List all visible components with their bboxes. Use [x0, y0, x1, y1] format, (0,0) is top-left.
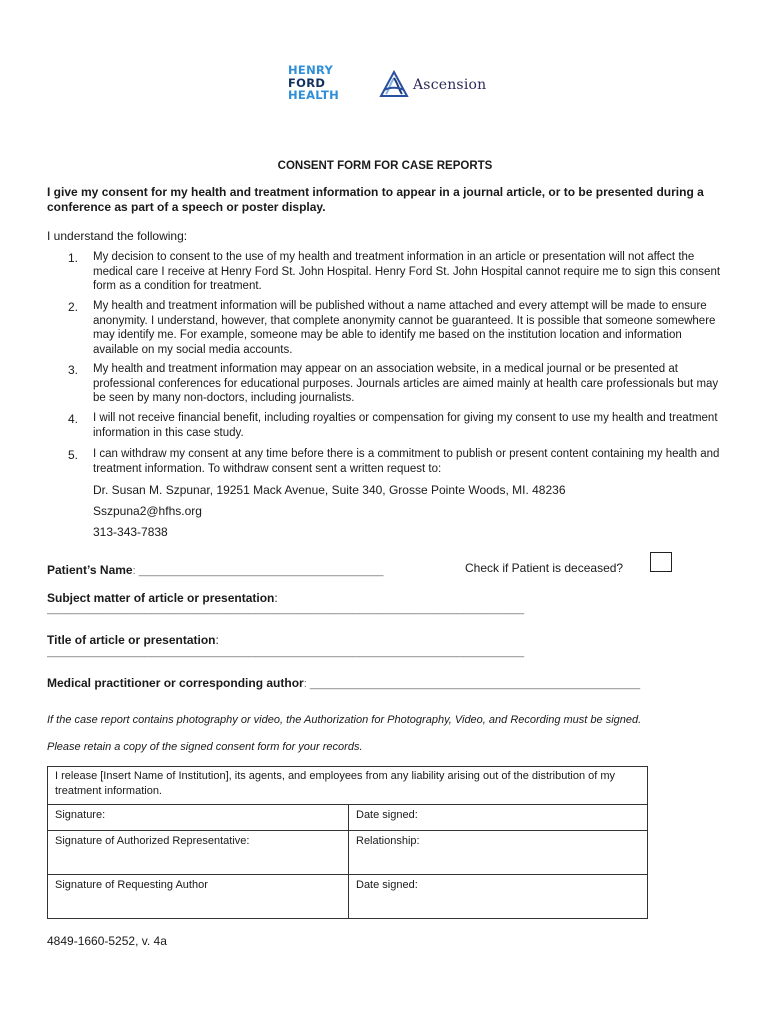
document-code: 4849-1660-5252, v. 4a: [47, 934, 167, 948]
list-item: My decision to consent to the use of my health and treatment information in an article or presentation will not affect the medical care I receive at Henry Ford St. John Hospital. Henry Ford St. John Hospital cannot require me to sign this consent form as a condition for treatment.: [93, 251, 721, 292]
deceased-checkbox[interactable]: [650, 552, 672, 572]
deceased-label: Check if Patient is deceased?: [465, 561, 624, 575]
form-title: CONSENT FORM FOR CASE REPORTS: [277, 160, 493, 172]
logo-line-henry: HENRY: [288, 63, 334, 77]
medical-input[interactable]: : ______________________________________________________: [303, 678, 641, 690]
item-number: 5.: [68, 448, 79, 462]
understand-label: I understand the following:: [47, 229, 188, 243]
patient-name-label: Patient’s Name: [47, 563, 133, 577]
patient-name-input[interactable]: : ________________________________________: [132, 565, 384, 577]
patient-name-field[interactable]: [47, 561, 383, 579]
item-number: 4.: [68, 412, 79, 426]
relationship-cell[interactable]: Relationship:: [349, 831, 648, 875]
list-item: I will not receive financial benefit, including royalties or compensation for giving my consent to use my health and treatment information in this case study.: [93, 412, 718, 439]
item-number: 2.: [68, 300, 79, 314]
logo-line-ford: FORD: [288, 75, 326, 90]
medical-practitioner-field[interactable]: [47, 674, 640, 692]
date-signed-cell[interactable]: Date signed:: [349, 805, 648, 831]
signature-cell[interactable]: Signature:: [48, 805, 349, 831]
title-colon: :: [215, 633, 219, 647]
ascension-logo: [378, 70, 486, 100]
list-item: My health and treatment information will be published without a name attached and every attempt will be made to ensure anonymity. I understand, however, that complete anonymity cannot be guaranteed. It is possible that someone somewhere may identify me. For example, someone may be able to identify me based on the institution location and information available on my social media accounts.: [93, 300, 716, 356]
contact-address: Dr. Susan M. Szpunar, 19251 Mack Avenue, Suite 340, Grosse Pointe Woods, MI. 48236: [93, 483, 566, 497]
photo-note: If the case report contains photography or video, the Authorization for Photography, Video, and Recording must be signed.: [47, 714, 642, 726]
list-item: My health and treatment information may appear on an association website, in a medical journal or be presented at professional conferences for educational purposes. Journals articles are aimed mainly at health care professionals but may be seen by many non-doctors, including journalists.: [93, 363, 719, 404]
requesting-author-cell[interactable]: Signature of Requesting Author: [48, 875, 349, 919]
title-input[interactable]: ______________________________________________________________________________: [47, 646, 525, 658]
retain-note: Please retain a copy of the signed consent form for your records.: [47, 741, 363, 753]
subject-colon: :: [274, 591, 278, 605]
item-number: 3.: [68, 363, 79, 377]
ascension-wordmark: Ascension: [413, 77, 487, 93]
subject-label: Subject matter of article or presentation: [47, 591, 275, 605]
henry-ford-health-logo: [288, 64, 339, 102]
consent-intro: I give my consent for my health and treatment information to appear in a journal article, or to be presented during a conference as part of a speech or poster display.: [47, 185, 704, 214]
contact-email[interactable]: Sszpuna2@hfhs.org: [93, 504, 202, 518]
title-label: Title of article or presentation: [47, 633, 216, 647]
logo-line-health: HEALTH: [288, 88, 340, 102]
date-signed-cell[interactable]: Date signed:: [349, 875, 648, 919]
medical-label: Medical practitioner or corresponding author: [47, 676, 304, 690]
ascension-cross-icon: [378, 70, 410, 100]
item-number: 1.: [68, 251, 79, 265]
signature-table: [47, 766, 648, 919]
contact-phone: 313-343-7838: [93, 525, 168, 539]
authorized-representative-cell[interactable]: Signature of Authorized Representative:: [48, 831, 349, 875]
release-statement: I release [Insert Name of Institution], its agents, and employees from any liability arising out of the distribution of my treatment information.: [48, 767, 648, 805]
list-item: I can withdraw my consent at any time before there is a commitment to publish or present content containing my health and treatment information. To withdraw consent sent a written request to:: [93, 448, 720, 475]
subject-input[interactable]: ______________________________________________________________________________: [47, 603, 525, 615]
